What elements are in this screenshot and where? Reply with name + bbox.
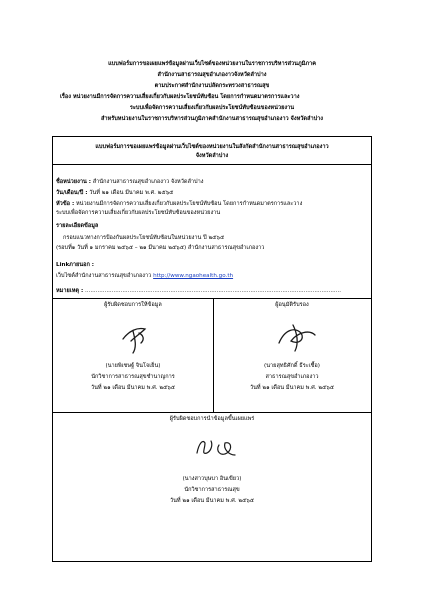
note-label: หมายเหตุ :	[56, 288, 84, 294]
note-row	[56, 287, 341, 296]
left-signer-name: (นายพิเชษฐ์ จินโจเย็น)	[105, 363, 161, 369]
subject-line-1: หน่วยงานมีการจัดการความเสี่ยงเกี่ยวกับผลประโยชน์ทับซ้อน โดยการกำหนดมาตรการและวาง	[75, 201, 303, 207]
publisher-name: (นางสาวบุษบา อินเขียว)	[182, 476, 242, 482]
header-line-1: แบบฟอร์มการขอเผยแพร่ข้อมูลผ่านเว็บไซต์ของหน่วยงานในราชการบริหารส่วนภูมิภาค	[108, 61, 316, 67]
publisher-date: วันที่ ๒๑ เดือน มีนาคม พ.ศ. ๒๕๖๕	[169, 498, 255, 504]
details-line-1: กรอบแนวทางการป้องกันผลประโยชน์ทับซ้อนในหน่วยงาน ปี ๒๕๖๕	[63, 235, 225, 241]
header-line-5: ระบบเพื่อจัดการความเสี่ยงเกี่ยวกับผลประโยชน์ทับซ้อนของหน่วยงาน	[129, 105, 295, 111]
external-link-label: Linkภายนอก :	[56, 262, 95, 268]
row-divider	[53, 164, 371, 165]
header-line-3: ตามประกาศสำนักงานปลัดกระทรวงสาธารณสุข	[154, 83, 270, 89]
left-signer-role: ผู้รับผิดชอบการให้ข้อมูล	[104, 302, 162, 308]
publisher-role: ผู้รับผิดชอบการนำข้อมูลขึ้นเผยแพร่	[169, 416, 255, 422]
column-divider	[213, 298, 214, 412]
left-signer-date: วันที่ ๒๑ เดือน มีนาคม พ.ศ. ๒๕๖๕	[90, 385, 176, 391]
left-signer-position: นักวิชาการสาธารณสุขชำนาญการ	[91, 374, 175, 380]
left-signature	[115, 317, 155, 357]
form-title-line-1: แบบฟอร์มการขอเผยแพร่ข้อมูลผ่านเว็บไซต์ของหน่วยงานในสังกัดสำนักงานสาธารณสุขอำเภองาว	[95, 144, 329, 150]
publisher-position: นักวิชาการสาธารณสุข	[184, 487, 240, 493]
date-value: วันที่ ๒๑ เดือน มีนาคม พ.ศ. ๒๕๖๕	[89, 190, 174, 196]
form-table	[52, 136, 372, 562]
header-line-2: สำนักงานสาธารณสุขอำเภองาวจังหวัดลำปาง	[157, 72, 267, 78]
subject-label: หัวข้อ :	[56, 201, 75, 207]
external-link-prefix: เว็บไซต์สำนักงานสาธารณสุขอำเภองาว	[56, 273, 152, 279]
date-label: วัน/เดือน/ปี :	[56, 190, 88, 196]
header-line-4: เรื่อง หน่วยงานมีการจัดการความเสี่ยงเกี่ยวกับผลประโยชน์ทับซ้อน โดยการกำหนดมาตรการและวาง	[60, 94, 300, 100]
note-dots: ................................................................................................................................................	[85, 288, 342, 294]
right-signer-date: วันที่ ๒๑ เดือน มีนาคม พ.ศ. ๒๕๖๕	[249, 385, 335, 391]
right-signer-position: สาธารณสุขอำเภองาว	[265, 374, 319, 380]
subject-line-2: ระบบเพื่อจัดการความเสี่ยงเกี่ยวกับผลประโยชน์ทับซ้อนของหน่วยงาน	[56, 210, 221, 216]
header-line-6: สำหรับหน่วยงานในราชการบริหารส่วนภูมิภาคสำนักงานสาธารณสุขอำเภองาว จังหวัดลำปาง	[100, 116, 324, 122]
agency-label: ชื่อหน่วยงาน :	[56, 179, 91, 185]
right-signer-role: ผู้อนุมัติรับรอง	[275, 302, 309, 308]
details-label: รายละเอียดข้อมูล	[56, 223, 99, 229]
external-link-row	[56, 272, 233, 281]
row-divider	[53, 412, 371, 413]
row-divider	[53, 298, 371, 299]
agency-value: สำนักงานสาธารณสุขอำเภองาว จังหวัดลำปาง	[92, 179, 204, 185]
details-line-2: (รอบที่๑ วันที่ ๑ มกราคม ๒๕๖๕ – ๒๑ มีนาคม ๒๕๖๕) สำนักงานสาธารณสุขอำเภองาว	[56, 245, 265, 251]
subject-row	[56, 200, 302, 209]
date-row	[56, 189, 173, 198]
publisher-signature	[193, 433, 239, 465]
agency-row	[56, 178, 203, 187]
form-title-line-2: จังหวัดลำปาง	[195, 153, 229, 159]
right-signature	[275, 319, 319, 355]
right-signer-name: (นายสุทธิศักดิ์ ธีระเชื้อ)	[264, 363, 320, 369]
website-link[interactable]: http://www.ngaohealth.go.th	[153, 273, 234, 279]
